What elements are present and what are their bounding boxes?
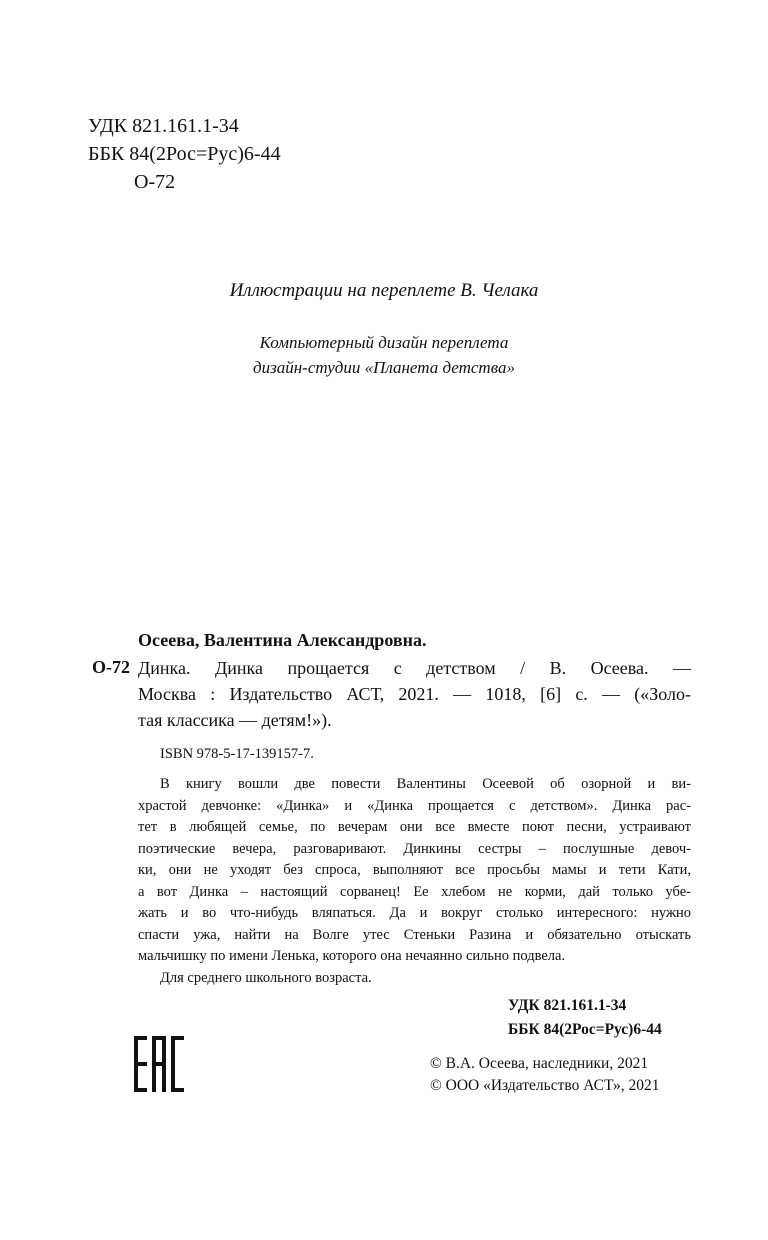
annotation-line: жать и во что-нибудь вляпаться. Да и вокруг столько интересного: нужно [138, 905, 691, 921]
copyright-line: © В.А. Осеева, наследники, 2021 [430, 1055, 649, 1072]
illustrations-credit: Иллюстрации на переплете В. Челака [229, 280, 539, 301]
bib-line: Динка. Динка прощается с детством / В. Осеева. — [138, 658, 691, 678]
record-author: Осеева, Валентина Александровна. [138, 630, 427, 650]
annotation-line: а вот Динка – настоящий сорванец! Ее хлебом не корми, дай только убе- [138, 883, 691, 900]
design-credit-line: дизайн-студии «Планета детства» [253, 358, 515, 377]
bottom-classification-codes [508, 994, 662, 1042]
annotation-line: В книгу вошли две повести Валентины Осеевой об озорной и ви- [160, 776, 691, 792]
isbn: ISBN 978-5-17-139157-7. [160, 746, 314, 762]
bbk-code: ББК 84(2Рос=Рус)6-44 [88, 143, 281, 165]
copyright-line: © ООО «Издательство АСТ», 2021 [430, 1077, 660, 1094]
annotation-line: храстой девчонке: «Динка» и «Динка прощается с детством». Динка рас- [138, 797, 691, 814]
bbk-code: ББК 84(2Рос=Рус)6-44 [508, 1021, 662, 1038]
bib-line: Москва : Издательство АСТ, 2021. — 1018, [6] с. — («Золо- [138, 684, 691, 704]
bibliographic-description [138, 655, 691, 733]
record-code: О-72 [92, 657, 130, 677]
design-credit [0, 330, 768, 380]
copyright [430, 1053, 660, 1097]
udk-code: УДК 821.161.1-34 [508, 997, 627, 1014]
annotation [138, 774, 691, 989]
annotation-line: тет в любящей семье, по вечерам они все вместе поют песни, устраивают [138, 819, 691, 835]
annotation-line: ки, они не уходят без спроса, выполняют все просьбы мамы и тети Кати, [138, 862, 691, 878]
udk-code: УДК 821.161.1-34 [88, 115, 239, 137]
eac-certification-mark [134, 1036, 184, 1092]
annotation-line: спасти ужа, найти на Волге утес Стеньки Разина и обязательно отыскать [138, 926, 691, 943]
top-classification-codes [88, 112, 281, 196]
audience-note: Для среднего школьного возраста. [160, 969, 372, 986]
annotation-line: поэтические вечера, разговаривают. Динкины сестры – послушные девоч- [138, 840, 691, 857]
author-mark: О-72 [134, 171, 176, 193]
design-credit-line: Компьютерный дизайн переплета [259, 333, 509, 352]
annotation-line: мальчишку по имени Ленька, которого она нечаянно сильно подвела. [138, 948, 566, 964]
bib-line: тая классика — детям!»). [138, 710, 332, 730]
